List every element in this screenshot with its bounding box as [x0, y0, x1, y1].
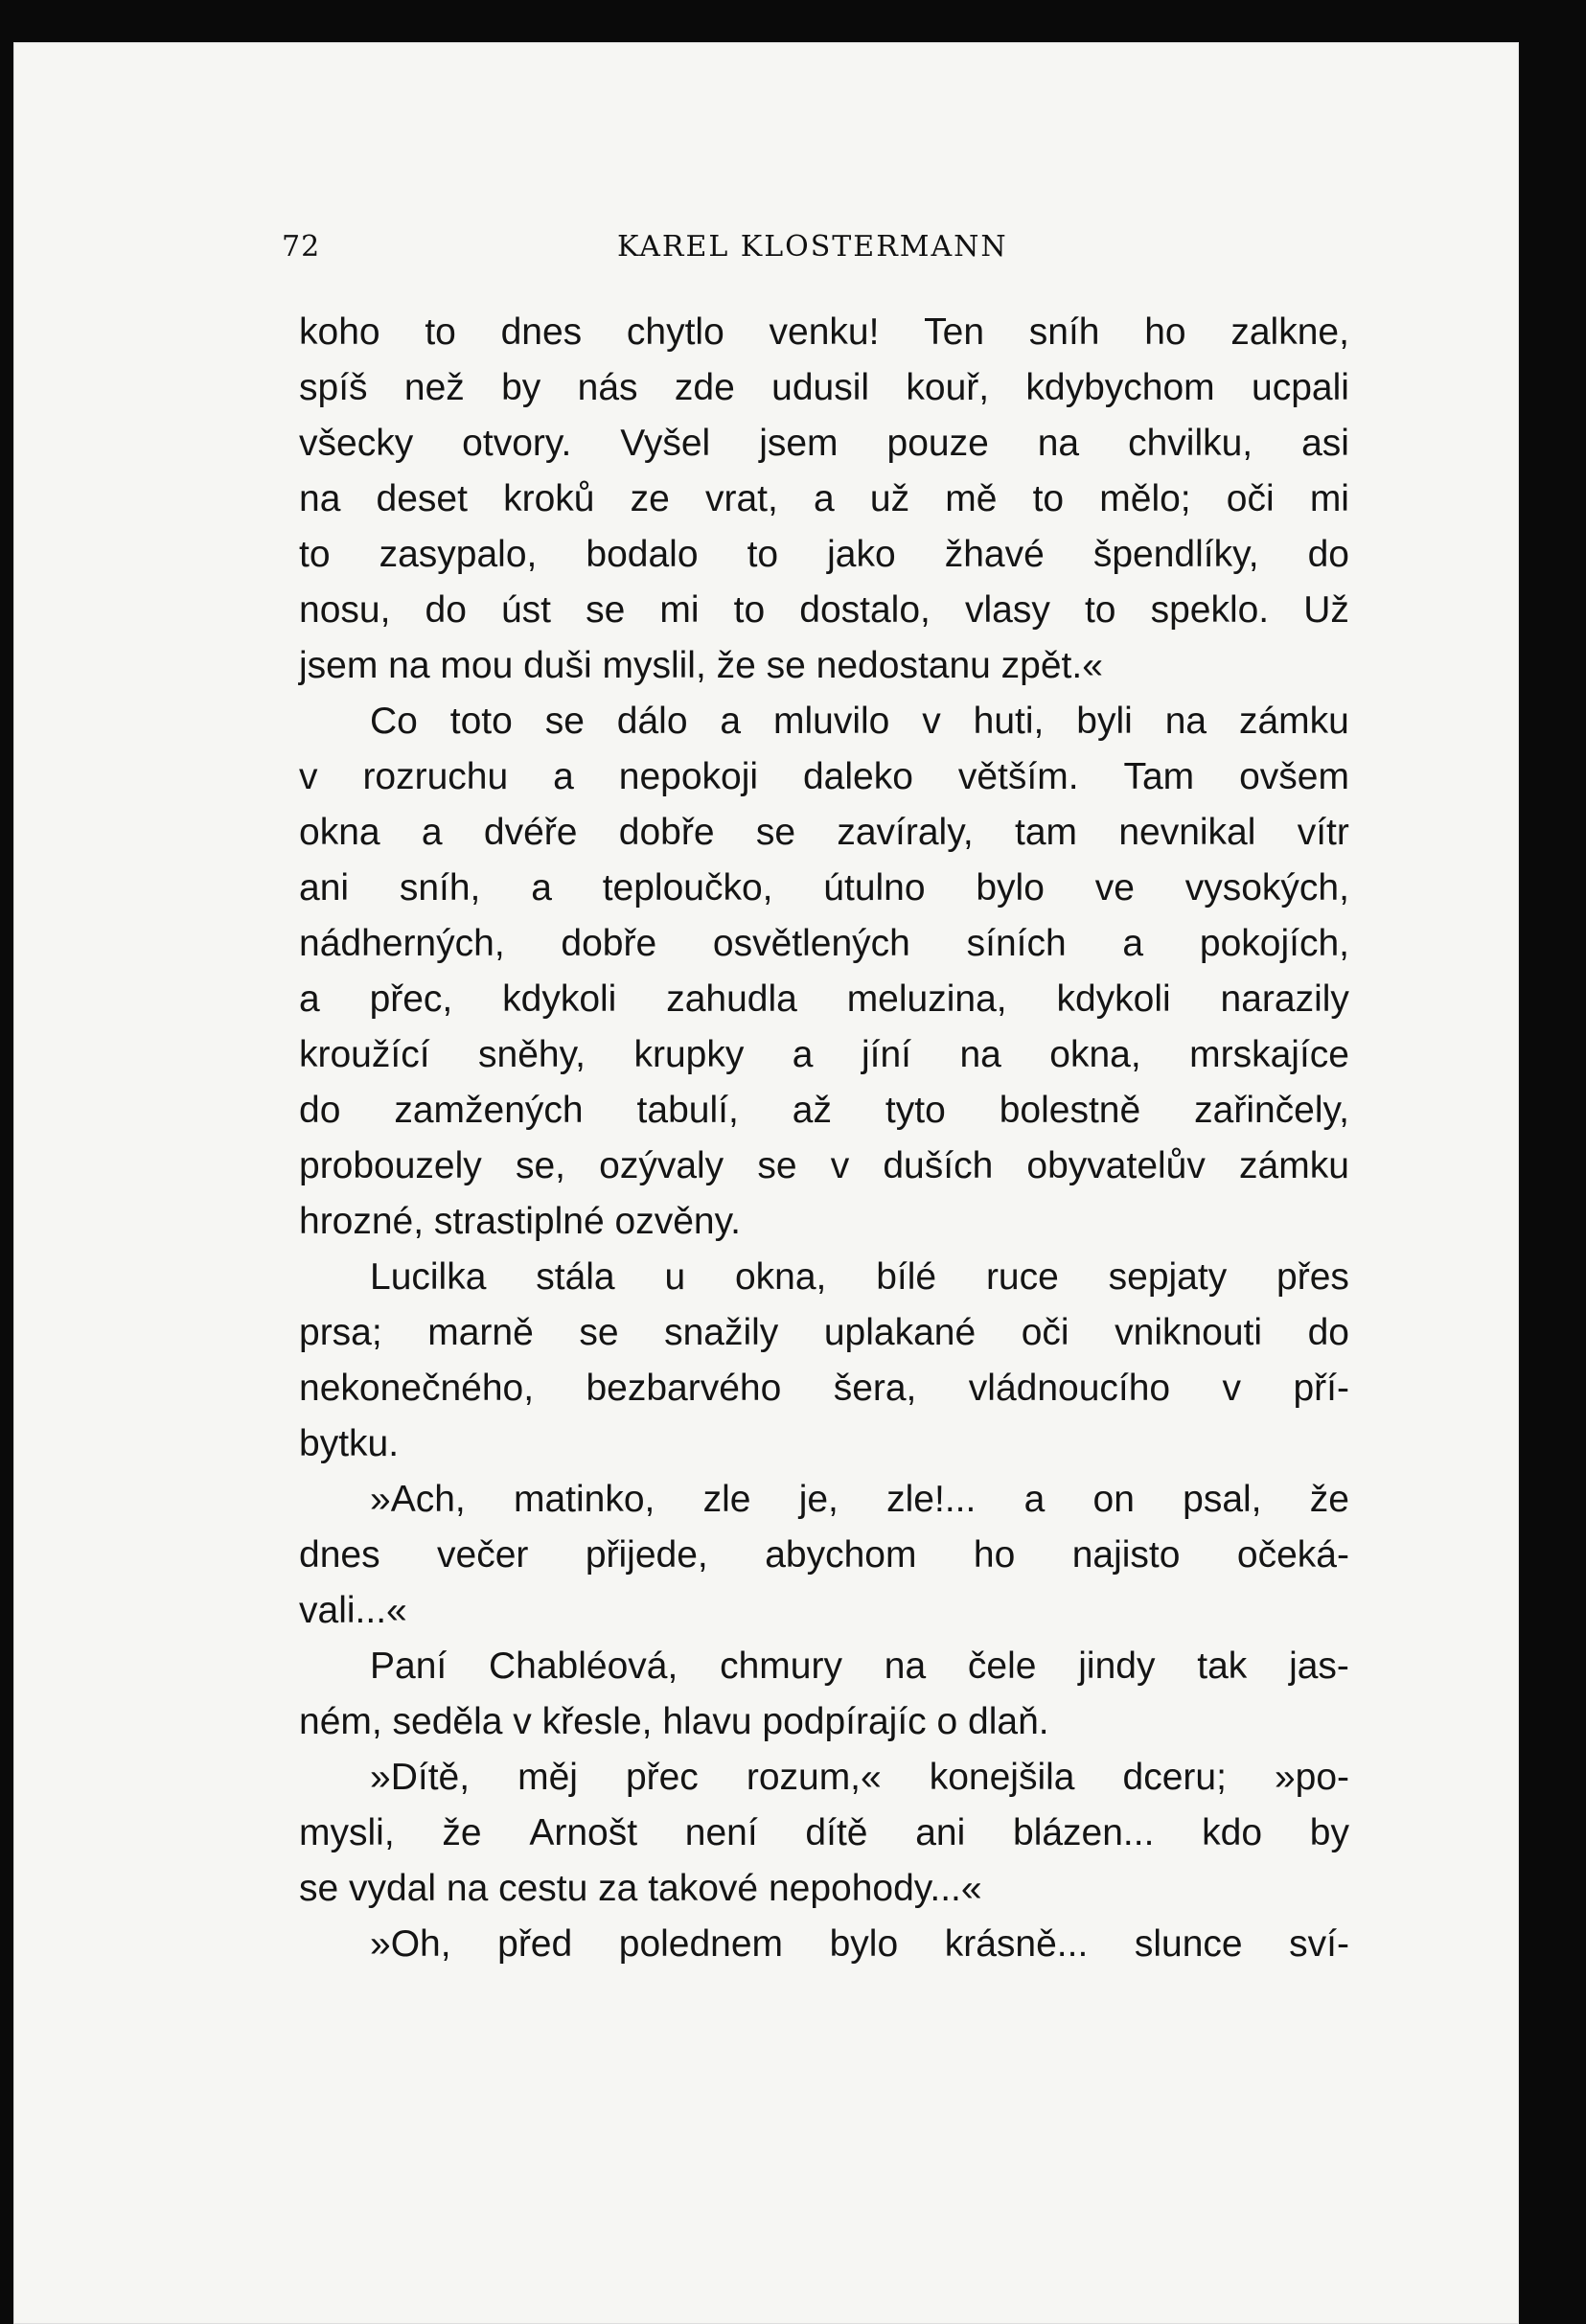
word: dostalo,: [799, 589, 931, 631]
word: čele: [967, 1645, 1037, 1687]
word: kroků: [503, 478, 595, 519]
word: zasypalo,: [379, 534, 538, 575]
word: vlasy: [964, 589, 1050, 631]
word: dobře: [561, 923, 657, 964]
word: to: [425, 311, 456, 353]
word: jako: [827, 534, 896, 575]
word: na: [1164, 701, 1207, 742]
word: kdykoli: [502, 978, 617, 1020]
word: zle: [702, 1479, 751, 1520]
word: rozruchu: [362, 756, 509, 797]
word: vrat,: [705, 478, 778, 519]
word: zařinčely,: [1194, 1090, 1349, 1131]
word: okna,: [1049, 1034, 1141, 1075]
word: Ten: [924, 311, 985, 353]
word: vniknouti: [1115, 1312, 1263, 1353]
text-line: [299, 916, 1349, 972]
text-line: [299, 360, 1349, 416]
word: probouzely: [299, 1145, 482, 1186]
word: chvilku,: [1128, 423, 1253, 464]
body-text: [299, 305, 1349, 1972]
word: a: [814, 478, 835, 519]
word: osvětlených: [712, 923, 910, 964]
word: dnes: [500, 311, 583, 353]
text-line: [299, 1250, 1349, 1305]
word: na: [1037, 423, 1080, 464]
text-line: [299, 1472, 1349, 1528]
text-line: ném, seděla v křesle, hlavu podpírajíc o dlaň.: [299, 1701, 1049, 1742]
word: chytlo: [626, 311, 724, 353]
word: se: [755, 812, 796, 853]
word: kouř,: [906, 367, 990, 408]
word: koho: [299, 311, 380, 353]
word: a: [421, 812, 443, 853]
word: bílé: [876, 1256, 937, 1298]
word: úst: [500, 589, 552, 631]
word: do: [1307, 1312, 1349, 1353]
word: že: [442, 1812, 482, 1853]
word: bylo: [829, 1923, 899, 1965]
word: blázen...: [1013, 1812, 1155, 1853]
word: a: [720, 701, 742, 742]
word: toto: [449, 701, 513, 742]
word: nás: [577, 367, 638, 408]
word: zavíraly,: [837, 812, 974, 853]
word: u: [664, 1256, 686, 1298]
word: Chabléová,: [489, 1645, 678, 1687]
word: Už: [1303, 589, 1349, 631]
word: to: [1032, 478, 1065, 519]
word: přec,: [369, 978, 453, 1020]
word: mělo;: [1099, 478, 1191, 519]
word: večer: [437, 1534, 529, 1576]
text-line: [299, 1806, 1349, 1861]
text-line: [299, 1750, 1349, 1806]
word: to: [299, 534, 331, 575]
word: mě: [945, 478, 998, 519]
word: polednem: [618, 1923, 784, 1965]
word: mysli,: [299, 1812, 395, 1853]
word: Vyšel: [620, 423, 711, 464]
word: se: [579, 1312, 619, 1353]
text-line: [299, 1528, 1349, 1583]
word: sví-: [1289, 1923, 1349, 1965]
text-line: [299, 1027, 1349, 1083]
word: ho: [973, 1534, 1016, 1576]
word: rozum,«: [746, 1757, 882, 1798]
word: to: [1084, 589, 1116, 631]
text-line: [299, 1361, 1349, 1416]
word: uplakané: [823, 1312, 977, 1353]
word: a: [1122, 923, 1144, 964]
word: Arnošt: [529, 1812, 638, 1853]
word: bodalo: [586, 534, 699, 575]
word: bylo: [976, 867, 1045, 909]
text-line: [299, 472, 1349, 527]
word: mi: [659, 589, 700, 631]
word: v: [830, 1145, 850, 1186]
word: přijede,: [585, 1534, 708, 1576]
word: šera,: [833, 1368, 917, 1409]
word: marně: [427, 1312, 534, 1353]
word: na: [299, 478, 341, 519]
page-number: 72: [282, 230, 321, 264]
word: a: [299, 978, 320, 1020]
text-line: vali...«: [299, 1590, 407, 1631]
word: okna: [299, 812, 380, 853]
word: dálo: [616, 701, 688, 742]
word: narazily: [1220, 978, 1349, 1020]
word: mrskajíce: [1189, 1034, 1349, 1075]
word: Paní: [370, 1645, 448, 1687]
word: otvory.: [462, 423, 572, 464]
word: nádherných,: [299, 923, 505, 964]
word: tam: [1014, 812, 1077, 853]
word: zámku: [1238, 701, 1349, 742]
word: už: [869, 478, 910, 519]
word: očeká-: [1236, 1534, 1349, 1576]
word: se,: [515, 1145, 565, 1186]
word: kroužící: [299, 1034, 430, 1075]
text-line: [299, 527, 1349, 583]
text-line: hrozné, strastiplné ozvěny.: [299, 1201, 742, 1242]
word: vládnoucího: [968, 1368, 1171, 1409]
word: není: [684, 1812, 758, 1853]
word: se: [757, 1145, 797, 1186]
word: asi: [1301, 423, 1349, 464]
word: Lucilka: [370, 1256, 487, 1298]
word: matinko,: [513, 1479, 655, 1520]
word: přec: [625, 1757, 699, 1798]
word: nosu,: [299, 589, 391, 631]
word: jsem: [759, 423, 839, 464]
word: konejšila: [929, 1757, 1075, 1798]
word: ve: [1094, 867, 1135, 909]
word: do: [1307, 534, 1349, 575]
word: sníh,: [399, 867, 481, 909]
word: stála: [536, 1256, 615, 1298]
word: měj: [517, 1757, 578, 1798]
word: a: [792, 1034, 814, 1075]
word: obyvatelův: [1026, 1145, 1206, 1186]
word: ho: [1144, 311, 1186, 353]
text-line: [299, 583, 1349, 638]
word: zahudla: [666, 978, 797, 1020]
word: až: [792, 1090, 832, 1131]
word: okna,: [734, 1256, 827, 1298]
word: dvéře: [483, 812, 578, 853]
word: útulno: [823, 867, 926, 909]
text-line: [299, 1083, 1349, 1139]
word: pokojích,: [1199, 923, 1349, 964]
word: dítě: [805, 1812, 868, 1853]
word: sepjaty: [1108, 1256, 1228, 1298]
word: oči: [1226, 478, 1275, 519]
word: dobře: [618, 812, 715, 853]
word: meluzina,: [846, 978, 1007, 1020]
word: před: [497, 1923, 573, 1965]
word: že: [1309, 1479, 1349, 1520]
word: by: [501, 367, 541, 408]
word: dceru;: [1122, 1757, 1227, 1798]
text-line: bytku.: [299, 1423, 400, 1464]
word: pří-: [1293, 1368, 1349, 1409]
word: nekonečného,: [299, 1368, 535, 1409]
text-line: jsem na mou duši myslil, že se nedostanu zpět.«: [299, 645, 1103, 686]
word: ovšem: [1239, 756, 1349, 797]
page-edge-shadow: [1526, 0, 1586, 2324]
text-line: [299, 1139, 1349, 1194]
word: mluvilo: [773, 701, 890, 742]
word: a: [1023, 1479, 1046, 1520]
word: zámku: [1239, 1145, 1349, 1186]
word: sníh: [1028, 311, 1100, 353]
word: vítr: [1297, 812, 1349, 853]
text-line: [299, 1305, 1349, 1361]
word: sněhy,: [478, 1034, 586, 1075]
text-line: [299, 749, 1349, 805]
word: ozývaly: [599, 1145, 724, 1186]
word: daleko: [802, 756, 913, 797]
word: Tam: [1123, 756, 1195, 797]
word: mi: [1309, 478, 1349, 519]
word: všecky: [299, 423, 414, 464]
word: psal,: [1183, 1479, 1262, 1520]
word: jindy: [1078, 1645, 1156, 1687]
word: žhavé: [944, 534, 1045, 575]
word: zde: [674, 367, 735, 408]
word: slunce: [1134, 1923, 1243, 1965]
word: teploučko,: [602, 867, 773, 909]
word: tyto: [885, 1090, 946, 1131]
word: a: [553, 756, 574, 797]
word: v: [1222, 1368, 1242, 1409]
word: najisto: [1071, 1534, 1181, 1576]
word: venku!: [769, 311, 880, 353]
word: jíní: [861, 1034, 911, 1075]
word: do: [299, 1090, 341, 1131]
word: spíš: [299, 367, 368, 408]
word: chmury: [720, 1645, 842, 1687]
word: ani: [915, 1812, 966, 1853]
text-line: [299, 861, 1349, 916]
word: »Dítě,: [370, 1757, 471, 1798]
text-line: [299, 805, 1349, 861]
word: zalkne,: [1230, 311, 1349, 353]
word: bolestně: [999, 1090, 1141, 1131]
word: ucpali: [1252, 367, 1349, 408]
text-line: [299, 1639, 1349, 1694]
word: na: [959, 1034, 1001, 1075]
text-line: [299, 972, 1349, 1027]
text-line: [299, 1917, 1349, 1972]
text-line: [299, 305, 1349, 360]
text-line: se vydal na cestu za takové nepohody...«: [299, 1868, 982, 1909]
text-line: [299, 694, 1349, 749]
word: kdykoli: [1056, 978, 1171, 1020]
word: snažily: [664, 1312, 779, 1353]
running-header: [282, 230, 1018, 268]
word: abychom: [765, 1534, 917, 1576]
running-title: KAREL KLOSTERMANN: [617, 230, 1008, 264]
word: ze: [630, 478, 670, 519]
word: je,: [798, 1479, 839, 1520]
word: tak: [1197, 1645, 1248, 1687]
word: udusil: [771, 367, 870, 408]
word: to: [733, 589, 766, 631]
word: a: [531, 867, 552, 909]
word: dnes: [299, 1534, 380, 1576]
word: ruce: [985, 1256, 1059, 1298]
word: tabulí,: [636, 1090, 739, 1131]
word: on: [1092, 1479, 1135, 1520]
word: huti,: [973, 701, 1045, 742]
word: krásně...: [944, 1923, 1089, 1965]
word: »Ach,: [370, 1479, 466, 1520]
word: Co: [370, 701, 418, 742]
word: ani: [299, 867, 350, 909]
word: na: [884, 1645, 927, 1687]
word: zle!...: [886, 1479, 977, 1520]
word: nevnikal: [1118, 812, 1256, 853]
word: pouze: [886, 423, 989, 464]
word: jas-: [1289, 1645, 1349, 1687]
word: krupky: [633, 1034, 745, 1075]
word: bezbarvého: [586, 1368, 782, 1409]
word: to: [747, 534, 779, 575]
word: kdybychom: [1025, 367, 1215, 408]
word: do: [425, 589, 467, 631]
word: síních: [966, 923, 1067, 964]
word: duších: [883, 1145, 994, 1186]
word: kdo: [1202, 1812, 1263, 1853]
word: se: [586, 589, 626, 631]
word: oči: [1021, 1312, 1069, 1353]
word: »po-: [1274, 1757, 1349, 1798]
word: speklo.: [1150, 589, 1270, 631]
word: v: [922, 701, 941, 742]
word: vysokých,: [1184, 867, 1349, 909]
word: v: [299, 756, 318, 797]
word: deset: [376, 478, 468, 519]
word: než: [403, 367, 465, 408]
word: se: [544, 701, 585, 742]
word: by: [1309, 1812, 1349, 1853]
word: prsa;: [299, 1312, 382, 1353]
word: zamžených: [394, 1090, 584, 1131]
word: špendlíky,: [1092, 534, 1259, 575]
word: přes: [1276, 1256, 1349, 1298]
text-line: [299, 416, 1349, 472]
word: větším.: [957, 756, 1079, 797]
word: byli: [1076, 701, 1133, 742]
word: nepokoji: [618, 756, 759, 797]
word: »Oh,: [370, 1923, 451, 1965]
